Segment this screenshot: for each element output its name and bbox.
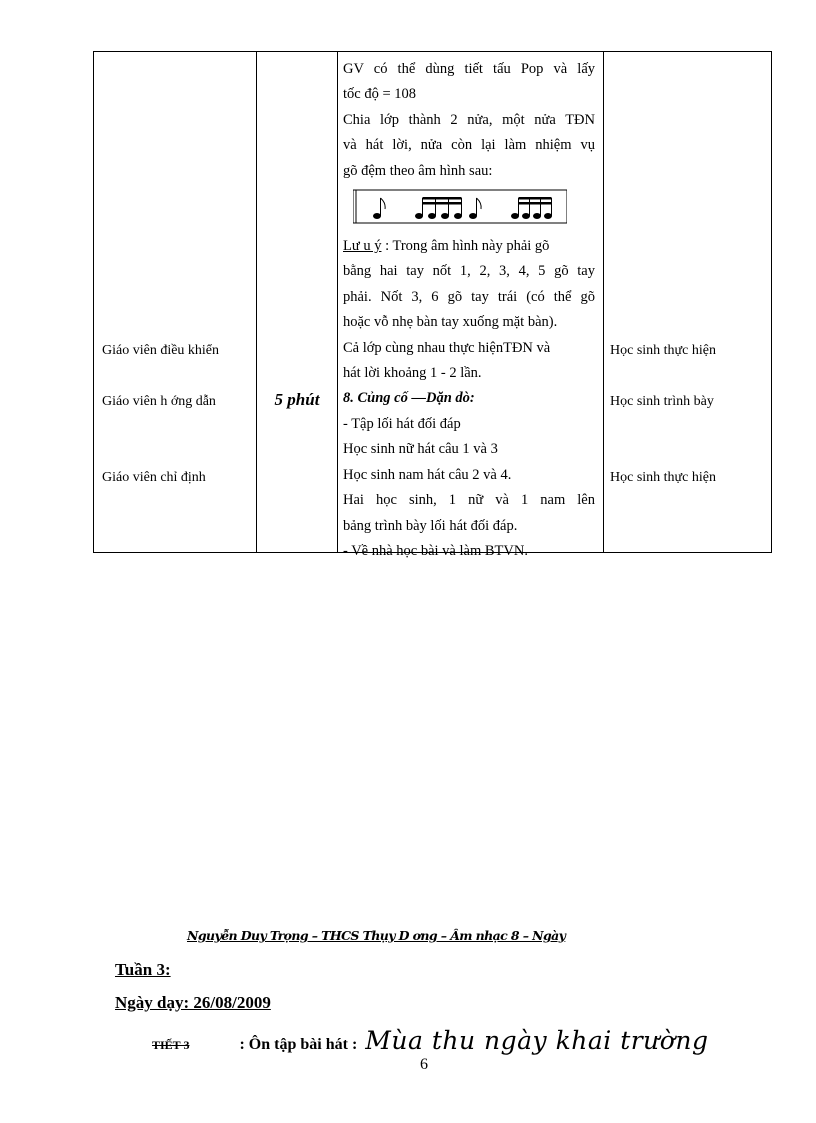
content-line: bằng hai tay nốt 1, 2, 3, 4, 5 gõ tay — [343, 263, 595, 280]
note-line — [343, 234, 595, 259]
content-line: - Tập lối hát đối đáp — [343, 415, 461, 432]
column-divider — [337, 52, 338, 552]
content-line: và hát lời, nửa còn lại làm nhiệm vụ — [343, 137, 595, 154]
lesson-table — [93, 51, 772, 559]
student-activity-1: Học sinh thực hiện — [610, 343, 716, 358]
rhythm-pattern-staff — [353, 189, 567, 225]
content-line: phải. Nốt 3, 6 gõ tay trái (có thể gõ — [343, 288, 595, 305]
note-label: Lư u ý — [343, 238, 382, 255]
content-line: Học sinh nữ hát câu 1 và 3 — [343, 441, 498, 458]
content-line: GV có thể dùng tiết tấu Pop và lấy — [343, 61, 595, 77]
teacher-activity-1: Giáo viên điều khiển — [102, 343, 220, 358]
teacher-activity-2: Giáo viên h ớng dẫn — [102, 394, 216, 409]
content-line: gõ đệm theo âm hình sau: — [343, 162, 493, 179]
period-heading — [152, 1026, 708, 1055]
sixteenth-notes-group — [415, 197, 462, 219]
column-divider — [256, 52, 257, 552]
period-label: TIẾT 3 — [152, 1038, 190, 1052]
content-line: Hai học sinh, 1 nữ và 1 nam lên — [343, 492, 595, 509]
eighth-note — [469, 198, 481, 219]
content-line: tốc độ = 108 — [343, 86, 417, 103]
time-duration: 5 phút — [274, 390, 320, 409]
week-heading: Tuần 3: — [115, 960, 171, 979]
teacher-activity-3: Giáo viên chỉ định — [102, 470, 206, 485]
content-line: hoặc vỗ nhẹ bàn tay xuống mặt bàn). — [343, 314, 558, 331]
lesson-content — [343, 57, 595, 564]
content-line: - Về nhà học bài và làm BTVN. — [343, 542, 528, 559]
content-line: bảng trình bày lối hát đối đáp. — [343, 517, 518, 534]
eighth-note — [373, 198, 385, 219]
lesson-topic-label: : Ôn tập bài hát : — [239, 1036, 358, 1053]
running-header: Nguyễn Duy Trọng – THCS Thụy D ơng – Âm nhạc 8 – Ngày — [187, 928, 566, 943]
content-line: Chia lớp thành 2 nửa, một nửa TĐN — [343, 111, 595, 128]
content-line: Học sinh nam hát câu 2 và 4. — [343, 466, 512, 483]
column-divider — [603, 52, 604, 552]
song-title: Mùa thu ngày khai trường — [365, 1026, 709, 1055]
content-line: Cả lớp cùng nhau thực hiệnTĐN và — [343, 339, 551, 356]
student-activity-2: Học sinh trình bày — [610, 394, 714, 409]
page-number: 6 — [420, 1056, 428, 1073]
section-heading: 8. Củng cố —Dặn dò: — [343, 390, 475, 407]
student-activity-3: Học sinh thực hiện — [610, 470, 716, 485]
teaching-date: Ngày dạy: 26/08/2009 — [115, 993, 271, 1012]
sixteenth-notes-group — [511, 197, 552, 219]
note-text: : Trong âm hình này phải gõ — [381, 238, 550, 255]
content-line: hát lời khoảng 1 - 2 lần. — [343, 365, 482, 382]
